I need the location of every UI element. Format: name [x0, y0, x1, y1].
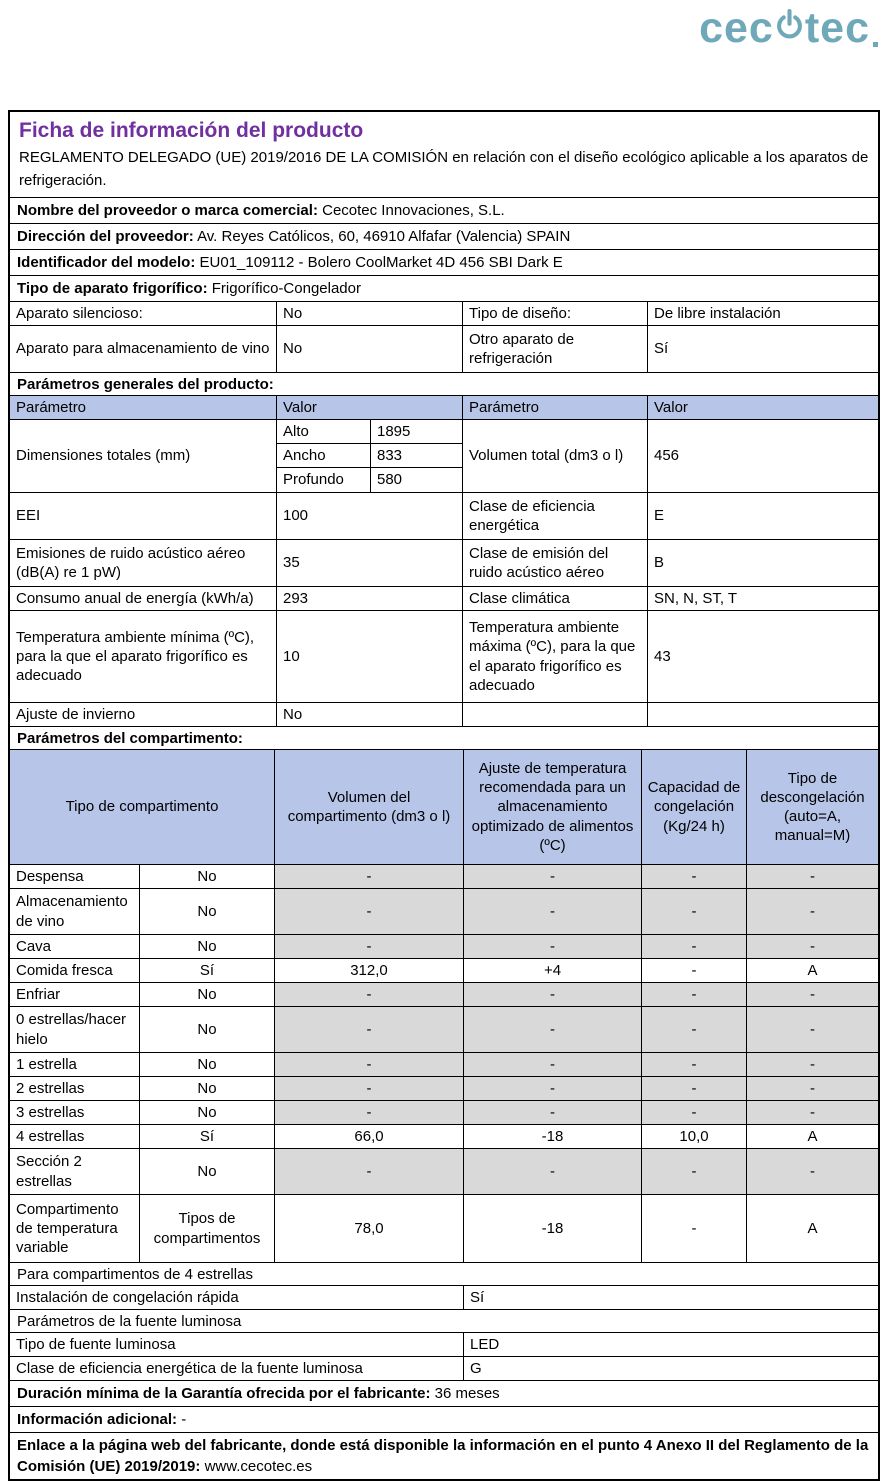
- noise-row: [10, 540, 878, 587]
- compartment-temp: -18: [463, 1195, 641, 1262]
- compartment-present: Sí: [139, 1125, 274, 1148]
- field-label: Tipo de aparato frigorífico:: [17, 280, 208, 297]
- compartment-defrost: -: [746, 865, 878, 888]
- page-subtitle: REGLAMENTO DELEGADO (UE) 2019/2016 DE LA COMISIÓN en relación con el diseño ecológico aplicable a los aparatos de refrigeración.: [19, 149, 869, 189]
- dimension-name: Profundo: [283, 471, 344, 489]
- column-header: Tipo de compartimento: [10, 750, 274, 864]
- light-source-section-title: Parámetros de la fuente luminosa: [10, 1310, 878, 1333]
- compartment-volume: -: [274, 935, 463, 958]
- column-header: Valor: [276, 396, 462, 419]
- manufacturer-website-link[interactable]: www.cecotec.es: [204, 1458, 313, 1475]
- eei-row: [10, 493, 878, 540]
- param-label: Emisiones de ruido acústico aéreo (dB(A) re 1 pW): [16, 544, 246, 581]
- dimension-name: Alto: [283, 422, 309, 440]
- field-label: Duración mínima de la Garantía ofrecida por el fabricante:: [17, 1385, 431, 1402]
- cecotec-logo: [699, 2, 878, 54]
- supplier-name-row: [10, 198, 878, 224]
- compartment-present: No: [139, 1149, 274, 1194]
- logo-text-pre: cec: [699, 3, 774, 52]
- compartment-present: No: [139, 1007, 274, 1052]
- compartment-volume: -: [274, 865, 463, 888]
- compartment-name: Almacenamiento de vino: [16, 893, 128, 930]
- compartment-capacity: 10,0: [641, 1125, 746, 1148]
- compartment-volume: -: [274, 1149, 463, 1194]
- compartment-capacity: -: [641, 959, 746, 982]
- compartment-capacity: -: [641, 1149, 746, 1194]
- compartment-capacity: -: [641, 1007, 746, 1052]
- compartment-defrost: -: [746, 889, 878, 934]
- compartment-name: 0 estrellas/hacer hielo: [16, 1011, 127, 1048]
- compartment-temp: -: [463, 1007, 641, 1052]
- compartment-defrost: -: [746, 1007, 878, 1052]
- compartment-capacity: -: [641, 935, 746, 958]
- param-value: Sí: [647, 326, 878, 372]
- compartment-row-enfriar: [10, 983, 878, 1007]
- compartment-defrost: -: [746, 1053, 878, 1076]
- compartment-volume: -: [274, 1007, 463, 1052]
- dimensions-subtable: [276, 420, 462, 492]
- param-label: Otro aparato de refrigeración: [462, 326, 647, 372]
- compartment-name: Compartimento de temperatura variable: [16, 1200, 119, 1257]
- param-value: 10: [276, 611, 462, 702]
- compartment-header-row: [10, 750, 878, 865]
- energy-consumption-row: [10, 587, 878, 611]
- compartment-volume: 312,0: [274, 959, 463, 982]
- compartment-row-0-estrellas: [10, 1007, 878, 1053]
- dimension-value: 580: [370, 468, 462, 492]
- dimension-subrow: [277, 420, 462, 444]
- field-label: Nombre del proveedor o marca comercial:: [17, 202, 318, 219]
- dimension-value: 833: [370, 444, 462, 467]
- compartment-temp: -: [463, 1077, 641, 1100]
- product-information-sheet: [8, 110, 880, 1481]
- param-value: No: [276, 703, 462, 726]
- compartment-present: No: [139, 935, 274, 958]
- wine-storage-row: [10, 326, 878, 373]
- column-header: Ajuste de temperatura recomendada para un almacenamiento optimizado de alimentos (ºC): [463, 750, 641, 864]
- compartment-name: Cava: [16, 937, 52, 955]
- field-value: 36 meses: [434, 1385, 500, 1402]
- compartment-name: 4 estrellas: [16, 1127, 85, 1145]
- compartment-temp: -: [463, 865, 641, 888]
- compartment-defrost: -: [746, 935, 878, 958]
- param-value: 456: [647, 420, 878, 492]
- param-value: No: [276, 326, 462, 372]
- compartment-row-comida-fresca: [10, 959, 878, 983]
- param-value: De libre instalación: [647, 302, 878, 325]
- compartment-volume: -: [274, 889, 463, 934]
- param-value: SN, N, ST, T: [647, 587, 878, 610]
- param-label: Clase de eficiencia energética: [462, 493, 647, 539]
- compartment-volume: -: [274, 1101, 463, 1124]
- compartment-name: Sección 2 estrellas: [16, 1153, 82, 1190]
- four-star-note: Para compartimentos de 4 estrellas: [10, 1263, 878, 1286]
- manufacturer-link-row: [10, 1433, 878, 1479]
- compartment-present: No: [139, 865, 274, 888]
- param-value: B: [647, 540, 878, 586]
- compartment-name: 3 estrellas: [16, 1103, 85, 1121]
- param-value: 293: [276, 587, 462, 610]
- column-header: Capacidad de congelación (Kg/24 h): [641, 750, 746, 864]
- compartment-present: No: [139, 1077, 274, 1100]
- param-value: Sí: [463, 1286, 878, 1309]
- param-value: 43: [647, 611, 878, 702]
- compartment-temp: -18: [463, 1125, 641, 1148]
- param-label: Ajuste de invierno: [16, 705, 136, 723]
- param-label: Clase de eficiencia energética de la fuente luminosa: [16, 1359, 363, 1377]
- param-label: Tipo de fuente luminosa: [16, 1335, 176, 1353]
- compartment-name: Enfriar: [16, 985, 61, 1003]
- compartment-capacity: -: [641, 1053, 746, 1076]
- compartment-volume: -: [274, 1077, 463, 1100]
- power-icon: [775, 13, 804, 44]
- column-header: Valor: [647, 396, 878, 419]
- field-label: Identificador del modelo:: [17, 254, 196, 271]
- compartment-present: No: [139, 1053, 274, 1076]
- compartment-row-cava: [10, 935, 878, 959]
- compartment-temp: -: [463, 1149, 641, 1194]
- compartment-row-4-estrellas: [10, 1125, 878, 1149]
- compartment-volume: 66,0: [274, 1125, 463, 1148]
- compartment-row-3-estrellas: [10, 1101, 878, 1125]
- compartment-row-temperatura-variable: [10, 1195, 878, 1263]
- warranty-row: [10, 1381, 878, 1407]
- dimension-subrow: [277, 468, 462, 492]
- dimensions-row: [10, 420, 878, 493]
- param-label: Dimensiones totales (mm): [16, 447, 191, 465]
- param-label: Consumo anual de energía (kWh/a): [16, 589, 254, 607]
- param-value: No: [276, 302, 462, 325]
- param-label: Tipo de diseño:: [462, 302, 647, 325]
- compartment-row-despensa: [10, 865, 878, 889]
- page-title: Ficha de información del producto: [19, 119, 364, 142]
- silent-appliance-row: [10, 302, 878, 326]
- compartment-present: Sí: [139, 959, 274, 982]
- param-label: Volumen total (dm3 o l): [462, 420, 647, 492]
- compartment-temp: -: [463, 1053, 641, 1076]
- param-label: Clase de emisión del ruido acústico aéreo: [462, 540, 647, 586]
- dimension-subrow: [277, 444, 462, 468]
- param-label: Aparato silencioso:: [16, 304, 143, 322]
- appliance-type-row: [10, 276, 878, 302]
- compartment-temp: -: [463, 983, 641, 1006]
- param-value: 35: [276, 540, 462, 586]
- compartment-volume: -: [274, 983, 463, 1006]
- compartment-volume: 78,0: [274, 1195, 463, 1262]
- ambient-temperature-row: [10, 611, 878, 703]
- param-label: Clase climática: [462, 587, 647, 610]
- model-identifier-row: [10, 250, 878, 276]
- compartment-row-2-estrellas: [10, 1077, 878, 1101]
- compartment-row-1-estrella: [10, 1053, 878, 1077]
- param-value: E: [647, 493, 878, 539]
- compartment-row-seccion-2-estrellas: [10, 1149, 878, 1195]
- field-label: Dirección del proveedor:: [17, 228, 194, 245]
- param-label: EEI: [16, 507, 41, 525]
- compartment-capacity: -: [641, 1077, 746, 1100]
- fast-freeze-row: [10, 1286, 878, 1310]
- compartment-row-vino: [10, 889, 878, 935]
- compartment-capacity: -: [641, 889, 746, 934]
- column-header: Parámetro: [462, 396, 647, 419]
- field-value: Frigorífico-Congelador: [211, 280, 361, 297]
- param-label: Aparato para almacenamiento de vino: [16, 340, 270, 358]
- compartment-defrost: A: [746, 959, 878, 982]
- supplier-address-row: [10, 224, 878, 250]
- compartment-defrost: -: [746, 1149, 878, 1194]
- param-value: G: [463, 1357, 878, 1380]
- compartment-volume: -: [274, 1053, 463, 1076]
- param-label: [462, 703, 647, 726]
- compartment-temp: -: [463, 935, 641, 958]
- logo-text-post: tec: [804, 3, 870, 52]
- column-header: Parámetro: [10, 396, 276, 419]
- winter-setting-row: [10, 703, 878, 727]
- compartment-capacity: -: [641, 1195, 746, 1262]
- compartment-present: No: [139, 1101, 274, 1124]
- compartment-name: 2 estrellas: [16, 1079, 85, 1097]
- compartment-temp: +4: [463, 959, 641, 982]
- general-params-section-title: Parámetros generales del producto:: [10, 373, 878, 396]
- param-value: [647, 703, 878, 726]
- compartment-name: 1 estrella: [16, 1055, 77, 1073]
- compartment-capacity: -: [641, 865, 746, 888]
- compartment-name: Despensa: [16, 867, 84, 885]
- title-block: [10, 112, 878, 198]
- column-header: Volumen del compartimento (dm3 o l): [274, 750, 463, 864]
- field-value: Cecotec Innovaciones, S.L.: [322, 202, 505, 219]
- compartment-name: Comida fresca: [16, 961, 113, 979]
- compartment-section-title: Parámetros del compartimento:: [10, 727, 878, 750]
- compartment-defrost: -: [746, 983, 878, 1006]
- compartment-defrost: A: [746, 1195, 878, 1262]
- param-label: Temperatura ambiente máxima (ºC), para la que el aparato frigorífico es adecuado: [462, 611, 647, 702]
- additional-info-row: [10, 1407, 878, 1433]
- dimension-value: 1895: [370, 420, 462, 443]
- logo-dot: [873, 42, 878, 47]
- dimension-name: Ancho: [283, 446, 326, 464]
- param-label: Instalación de congelación rápida: [16, 1288, 239, 1306]
- field-value: Av. Reyes Católicos, 60, 46910 Alfafar (Valencia) SPAIN: [197, 228, 571, 245]
- field-value: -: [181, 1411, 187, 1428]
- compartment-present: No: [139, 983, 274, 1006]
- compartment-temp: -: [463, 889, 641, 934]
- param-value: LED: [463, 1333, 878, 1356]
- compartment-defrost: -: [746, 1101, 878, 1124]
- field-label: Enlace a la página web del fabricante, donde está disponible la información en el punto 4 Anexo II del Reglamento de la Comisión (UE) 2019/2019:: [17, 1437, 869, 1475]
- compartment-capacity: -: [641, 1101, 746, 1124]
- light-type-row: [10, 1333, 878, 1357]
- param-value: 100: [276, 493, 462, 539]
- field-label: Información adicional:: [17, 1411, 178, 1428]
- compartment-defrost: -: [746, 1077, 878, 1100]
- compartment-temp: -: [463, 1101, 641, 1124]
- compartment-present: Tipos de compartimentos: [139, 1195, 274, 1262]
- compartment-present: No: [139, 889, 274, 934]
- compartment-defrost: A: [746, 1125, 878, 1148]
- light-class-row: [10, 1357, 878, 1381]
- compartment-capacity: -: [641, 983, 746, 1006]
- field-value: EU01_109112 - Bolero CoolMarket 4D 456 SBI Dark E: [199, 254, 563, 271]
- general-params-header-row: [10, 396, 878, 420]
- column-header: Tipo de descongelación (auto=A, manual=M): [746, 750, 878, 864]
- param-label: Temperatura ambiente mínima (ºC), para la que el aparato frigorífico es adecuado: [16, 628, 255, 685]
